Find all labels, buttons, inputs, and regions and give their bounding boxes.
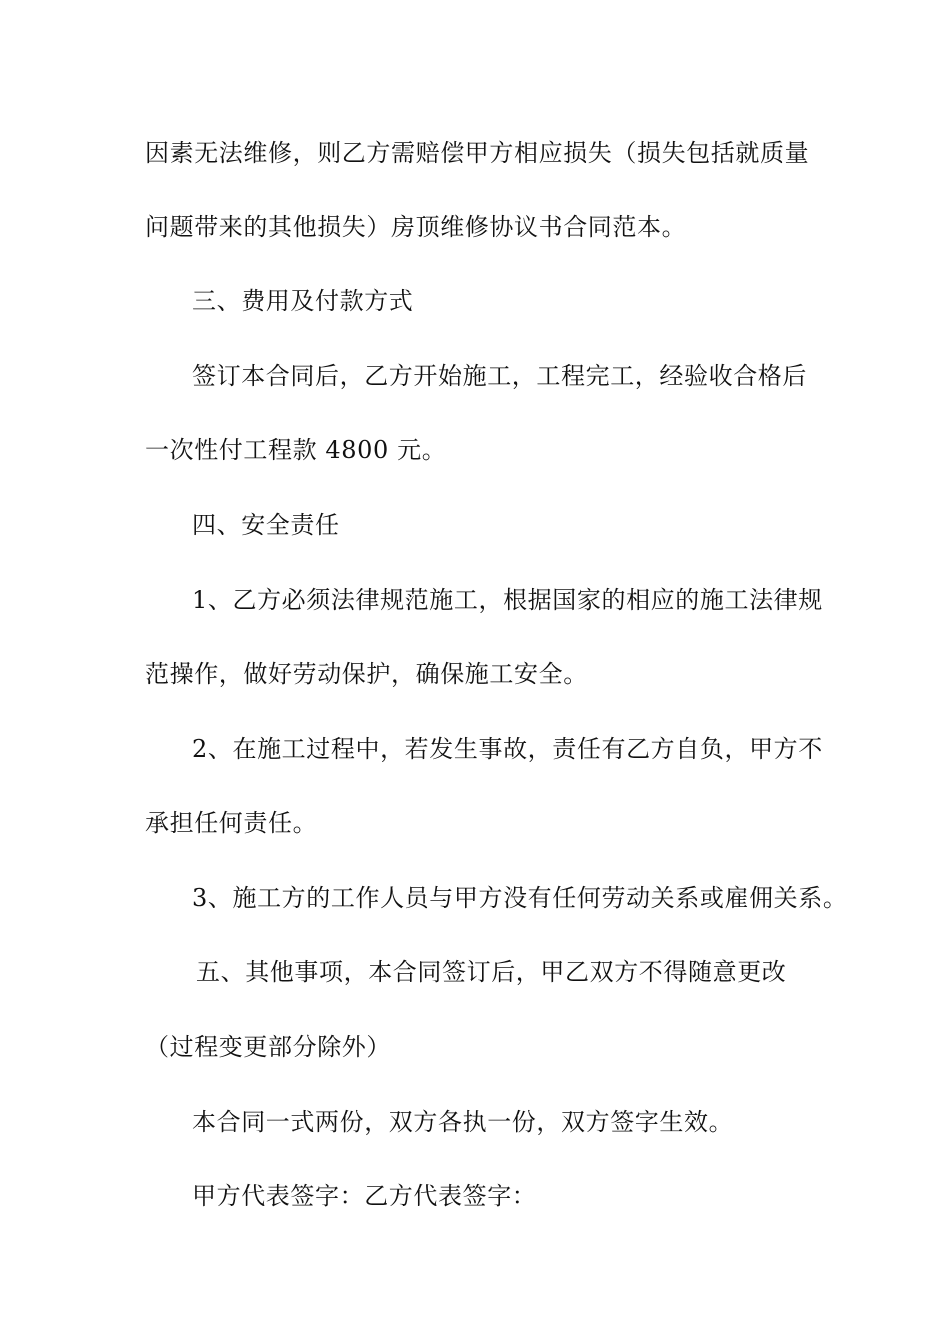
paragraph-line: 3、施工方的工作人员与甲方没有任何劳动关系或雇佣关系。 [192, 884, 848, 912]
paragraph-line: （过程变更部分除外） [145, 1033, 391, 1061]
paragraph-line: 承担任何责任。 [145, 809, 318, 837]
section-heading: 五、其他事项，本合同签订后，甲乙双方不得随意更改 [196, 958, 787, 986]
paragraph-line: 因素无法维修，则乙方需赔偿甲方相应损失（损失包括就质量 [145, 139, 810, 167]
paragraph-line: 本合同一式两份，双方各执一份，双方签字生效。 [192, 1108, 734, 1136]
paragraph-line: 2、在施工过程中，若发生事故，责任有乙方自负，甲方不 [192, 735, 823, 763]
paragraph-line: 签订本合同后，乙方开始施工，工程完工，经验收合格后 [192, 362, 807, 390]
paragraph-line: 一次性付工程款 4800 元。 [145, 436, 447, 464]
section-heading: 四、安全责任 [192, 511, 340, 539]
paragraph-line: 问题带来的其他损失）房顶维修协议书合同范本。 [145, 213, 687, 241]
signature-line: 甲方代表签字：乙方代表签字： [192, 1182, 537, 1210]
section-heading: 三、费用及付款方式 [192, 287, 414, 315]
paragraph-line: 范操作，做好劳动保护，确保施工安全。 [145, 660, 588, 688]
paragraph-line: 1、乙方必须法律规范施工，根据国家的相应的施工法律规 [192, 586, 823, 614]
